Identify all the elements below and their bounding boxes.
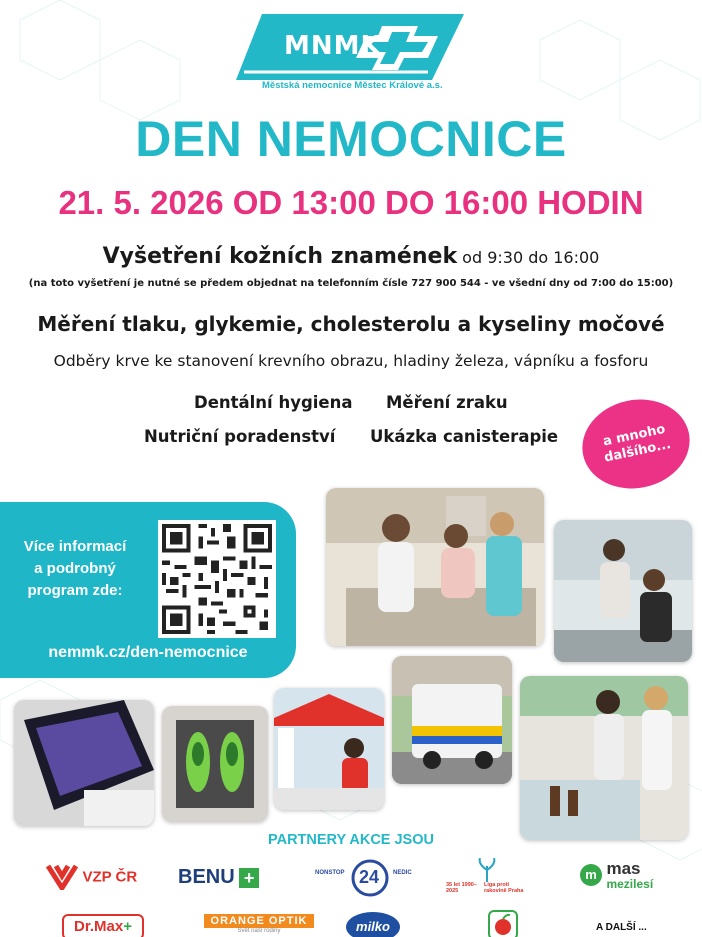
photo-ambulance — [392, 656, 512, 784]
info-line-1: Více informací — [23, 538, 127, 555]
partner-drmax-label: Dr.Max — [74, 918, 124, 935]
partner-orange-label: ORANGE OPTIK — [204, 914, 314, 928]
photo-canistherapy — [554, 520, 692, 662]
event-title: DEN NEMOCNICE — [135, 111, 567, 167]
info-line-2: a podrobný — [34, 559, 116, 577]
logo-subtitle: Městská nemocnice Městec Králové a.s. — [262, 80, 443, 91]
partner-milko-label: milko — [356, 919, 390, 934]
photo-tablet — [14, 700, 154, 826]
partner-vzp-label: VZP ČR — [82, 868, 138, 886]
event-date: 21. 5. 2026 OD 13:00 DO 16:00 HODIN — [58, 184, 644, 221]
info-text — [12, 536, 138, 601]
partner-nonstop — [315, 858, 425, 898]
partner-liga-years: 35 let 1990–2025 — [446, 882, 477, 895]
service-canistherapy: Ukázka canisterapie — [370, 427, 559, 446]
exam-note: (na toto vyšetření je nutné se předem objednat na telefonním čísle 727 900 544 - ve všední dny od 7:00 do 15:00) — [28, 278, 674, 289]
partner-orange-sub: Svět naší rodiny — [237, 928, 281, 934]
partner-mas-label: mas — [606, 859, 641, 878]
fruit-logo-icon — [490, 912, 516, 937]
partner-nonstop-24: 24 — [359, 867, 380, 887]
partner-orange-optik — [204, 914, 314, 934]
photo-vzp-stand — [274, 688, 384, 810]
service-eye-test: Měření zraku — [386, 393, 508, 412]
liga-flower-icon — [472, 858, 502, 882]
partner-mas-sub: mezilesí — [606, 876, 654, 891]
measurement-line: Měření tlaku, glykemie, cholesterolu a kyseliny močové — [37, 312, 665, 336]
partner-nonstop-side: NEDIC — [393, 870, 412, 876]
exam-time: od 9:30 do 16:00 — [462, 248, 600, 267]
partner-milko — [346, 912, 400, 937]
service-nutrition: Nutriční poradenství — [144, 427, 336, 446]
partner-benu-label: BENU — [178, 866, 235, 888]
more-bubble-text: a mnoho dalšího... — [601, 421, 673, 466]
logo-text: MNMK — [284, 31, 382, 61]
partner-liga — [446, 858, 526, 898]
photo-blood-test — [520, 676, 688, 840]
photo-foot-scan — [162, 706, 268, 822]
info-line-3: program zde: — [27, 581, 123, 599]
partner-drmax — [62, 914, 144, 937]
partner-nonstop-label: NONSTOP — [315, 870, 345, 876]
partners-more: A DALŠÍ ... — [596, 922, 647, 933]
mas-logo-icon: m — [580, 864, 602, 886]
exam-line — [0, 244, 702, 269]
partner-liga-label: Liga proti rakovině Praha — [484, 882, 524, 895]
drmax-plus-icon: + — [123, 918, 132, 935]
photo-skin-check — [326, 488, 544, 646]
partners-title: PARTNERY AKCE JSOU — [268, 832, 434, 848]
partner-mas — [580, 860, 653, 890]
partner-fruit-logo — [488, 910, 518, 937]
benu-cross-icon: + — [239, 868, 259, 888]
service-dental-hygiene: Dentální hygiena — [194, 393, 353, 412]
more-bubble — [574, 390, 698, 499]
partner-vzp — [46, 864, 137, 890]
partner-benu — [178, 866, 259, 889]
event-url-link[interactable]: nemmk.cz/den-nemocnice — [48, 644, 248, 661]
qr-code[interactable] — [158, 520, 276, 638]
vzp-logo-icon — [46, 864, 78, 890]
blood-tests-line: Odběry krve ke stanovení krevního obrazu, hladiny železa, vápníku a fosforu — [53, 352, 649, 370]
exam-title: Vyšetření kožních znamének — [102, 244, 458, 269]
